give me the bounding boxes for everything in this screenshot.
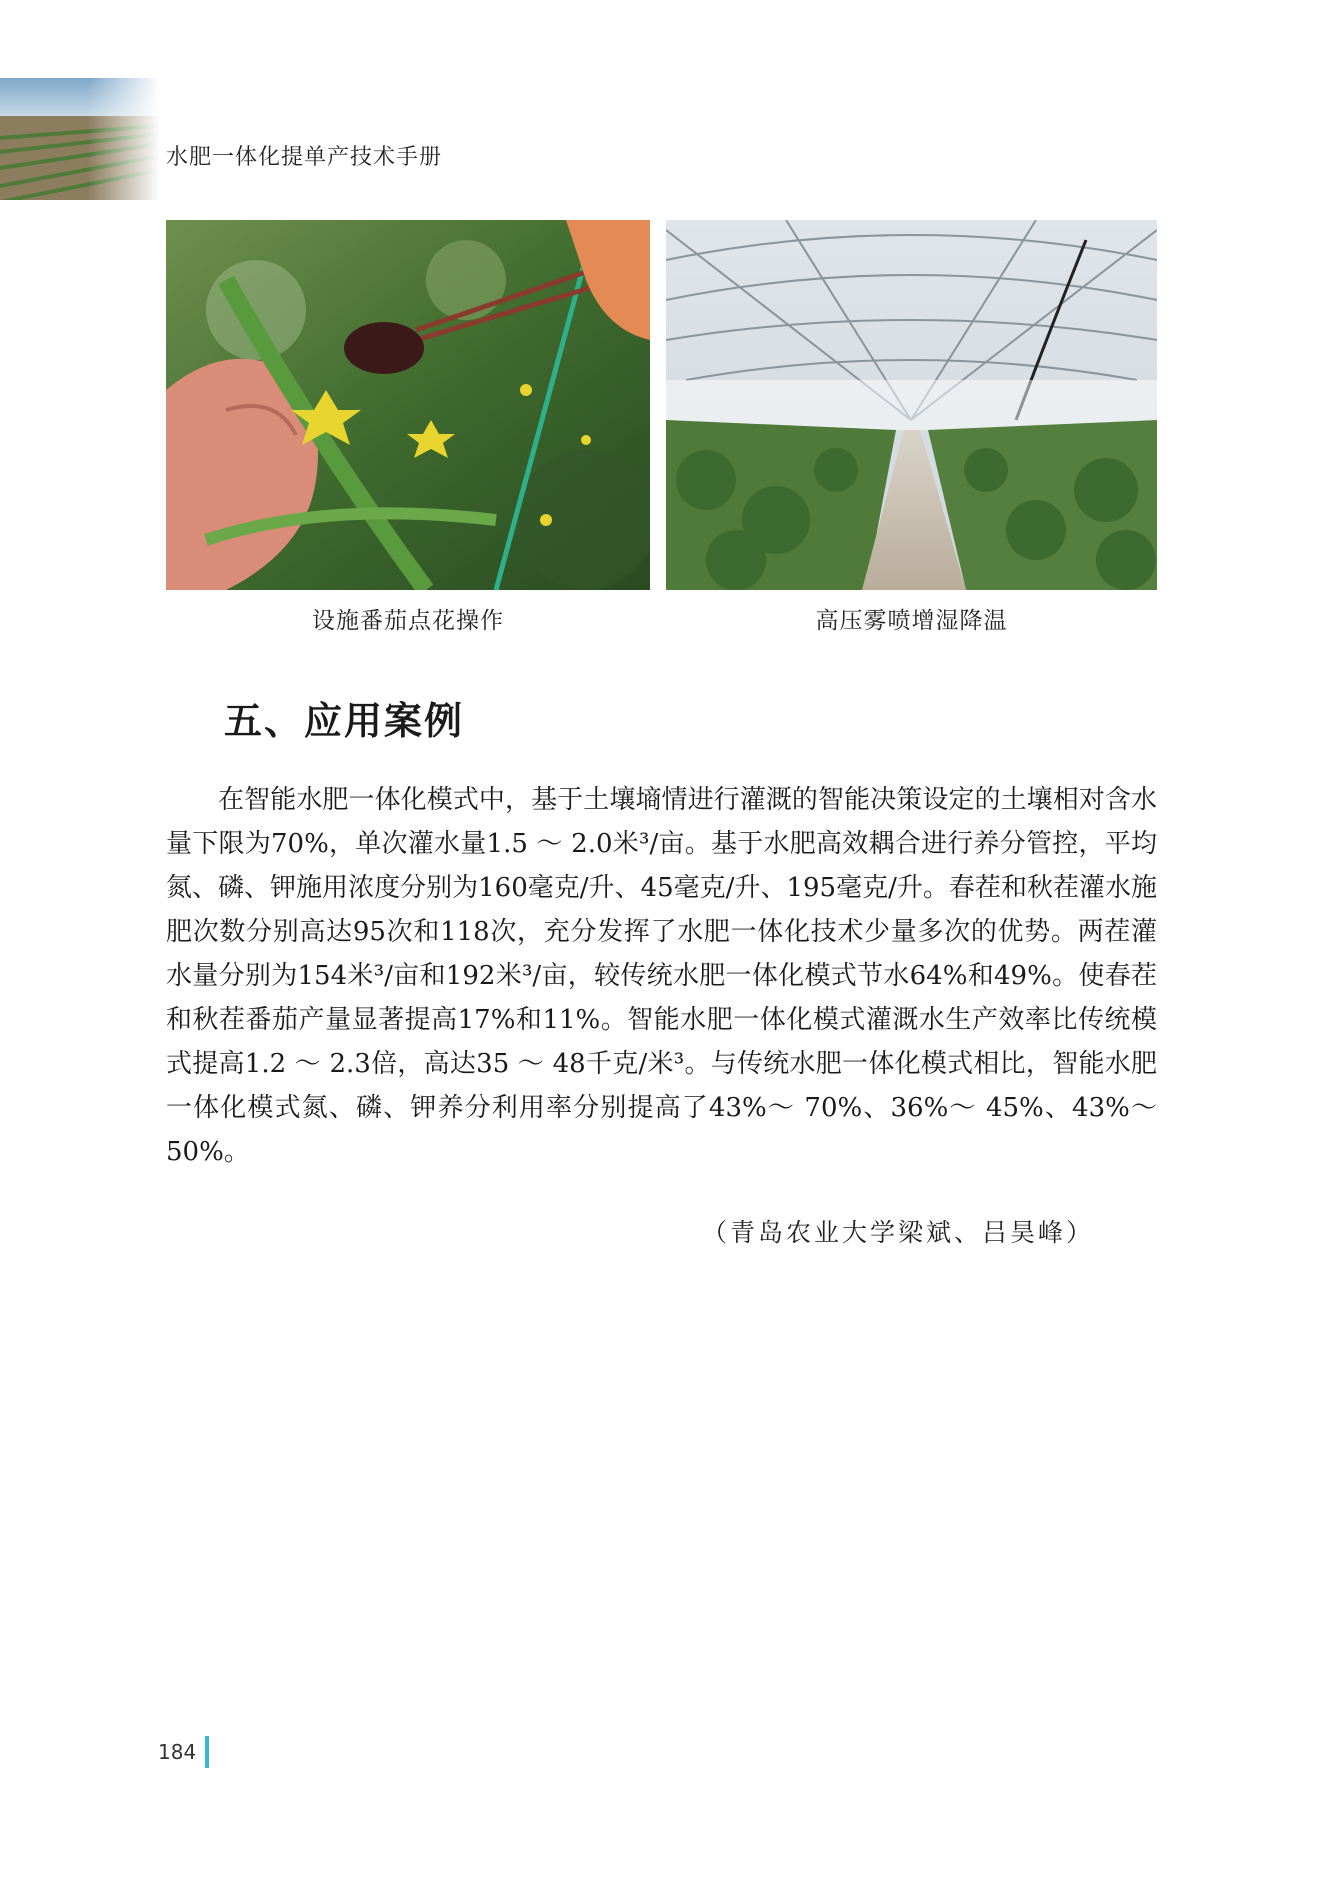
running-header: 水肥一体化提单产技术手册 — [166, 145, 443, 170]
page-number-accent-bar — [205, 1736, 209, 1768]
figure-caption-left: 设施番茄点花操作 — [312, 608, 504, 634]
body-paragraph — [166, 778, 1157, 1174]
body-paragraph-text: 在智能水肥一体化模式中，基于土壤墒情进行灌溉的智能决策设定的土壤相对含水量下限为70%，单次灌水量1.5 ～ 2.0米³/亩。基于水肥高效耦合进行养分管控，平均氮、磷、钾施用浓度分别为160毫克/升、45毫克/升、195毫克/升。春茬和秋茬灌水施肥次数分别高达95次和118次，充分发挥了水肥一体化技术少量多次的优势。两茬灌水量分别为154米³/亩和192米³/亩，较传统水肥一体化模式节水64%和49%。使春茬和秋茬番茄产量显著提高17%和11%。智能水肥一体化模式灌溉水生产效率比传统模式提高1.2 ～ 2.3倍，高达35 ～ 48千克/米³。与传统水肥一体化模式相比，智能水肥一体化模式氮、磷、钾养分利用率分别提高了43%～ 70%、36%～ 45%、43%～ 50%。 — [166, 785, 1157, 1167]
header-corner-image — [0, 78, 160, 200]
greenhouse-mist-photo — [666, 220, 1157, 590]
author-byline: （青岛农业大学梁斌、吕昊峰） — [701, 1218, 1094, 1247]
page-number: 184 — [158, 1740, 197, 1764]
section-heading: 五、应用案例 — [224, 699, 465, 743]
figure-caption-right: 高压雾喷增湿降温 — [815, 608, 1008, 634]
tomato-flower-photo — [166, 220, 650, 590]
